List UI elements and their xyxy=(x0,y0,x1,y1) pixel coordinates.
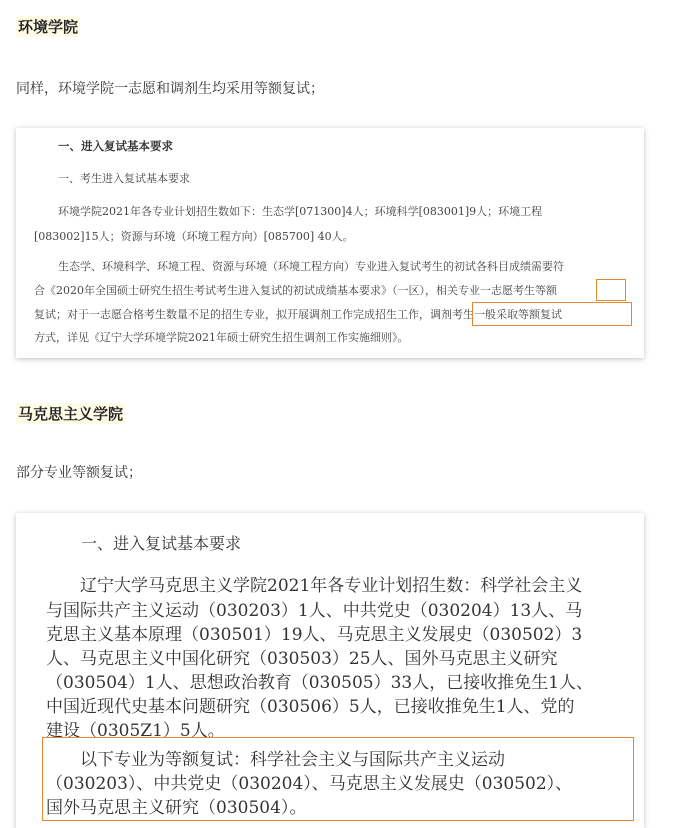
doc-line: 辽宁大学马克思主义学院2021年各专业计划招生数：科学社会主义 xyxy=(80,576,583,596)
doc-title: 一、进入复试基本要求 xyxy=(81,534,242,553)
document-image-environment xyxy=(16,128,644,358)
doc-line: 建设（0305Z1）5人。 xyxy=(46,721,225,741)
section-heading-environment: 环境学院 xyxy=(18,18,79,36)
doc-line: 方式，详见《辽宁大学环境学院2021年硕士研究生招生调剂工作实施细则》。 xyxy=(34,331,409,344)
document-image-marxism xyxy=(16,513,644,828)
doc-line: （030504）1人、思想政治教育（030505）33人，已接收推免生1人、 xyxy=(46,673,594,693)
doc-line: 国外马克思主义研究（030504）。 xyxy=(46,798,307,818)
doc-subtitle: 一、考生进入复试基本要求 xyxy=(58,172,190,185)
highlight-box xyxy=(472,302,632,326)
section-description-environment: 同样，环境学院一志愿和调剂生均采用等额复试； xyxy=(16,81,324,97)
doc-line: 环境学院2021年各专业计划招生数如下：生态学[071300]4人；环境科学[083001]9人；环境工程 xyxy=(58,205,543,218)
doc-line: 合《2020年全国硕士研究生招生考试考生进入复试的初试成绩基本要求》（一区），相关专业一志愿考生等额 xyxy=(34,284,557,297)
section-description-marxism: 部分专业等额复试； xyxy=(16,465,142,481)
doc-line: 克思主义基本原理（030501）19人、马克思主义发展史（030502）3 xyxy=(46,625,583,645)
doc-line: 生态学、环境科学、环境工程、资源与环境（环境工程方向）专业进入复试考生的初试各科目成绩需要符 xyxy=(58,260,564,273)
doc-line: （030203）、中共党史（030204）、马克思主义发展史（030502）、 xyxy=(46,774,573,794)
doc-line: 人、马克思主义中国化研究（030503）25人、国外马克思主义研究 xyxy=(46,649,558,669)
doc-line: 以下专业为等额复试：科学社会主义与国际共产主义运动 xyxy=(80,750,505,770)
doc-line: 与国际共产主义运动（030203）1人、中共党史（030204）13人、马 xyxy=(46,601,583,621)
highlight-box xyxy=(596,279,626,301)
doc-line: 中国近现代史基本问题研究（030506）5人，已接收推免生1人、党的 xyxy=(46,697,575,717)
doc-line: 复试；对于一志愿合格考生数量不足的招生专业，拟开展调剂工作完成招生工作，调剂考生一般采取等额复试 xyxy=(34,308,562,321)
doc-title: 一、进入复试基本要求 xyxy=(58,139,173,153)
section-heading-marxism: 马克思主义学院 xyxy=(18,405,124,423)
doc-line: [083002]15人；资源与环境（环境工程方向）[085700] 40人。 xyxy=(34,230,354,243)
